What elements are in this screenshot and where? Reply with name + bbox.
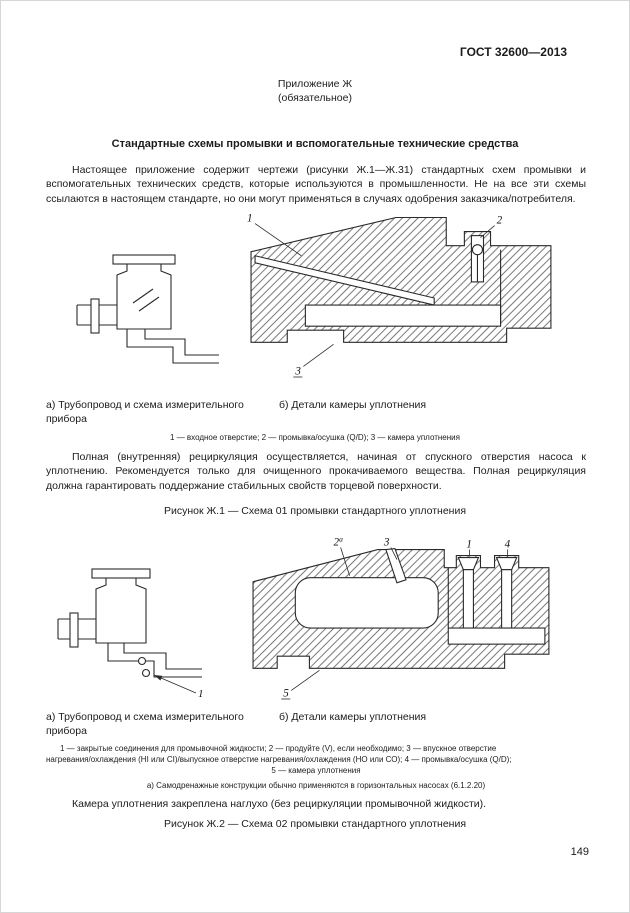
fig2-callout-4: 4 (504, 538, 511, 551)
page-number: 149 (570, 846, 589, 858)
fig1-label-b: б) Детали камеры уплотнения (279, 399, 427, 411)
fig2-note: Камера уплотнения закреплена наглухо (без рециркуляции промывочной жидкости). (72, 798, 487, 810)
fig2-pipe-callout-1: 1 (198, 688, 204, 700)
fig2-callout-1: 1 (466, 538, 472, 551)
fig2-callout-3: 3 (383, 536, 390, 549)
fig1-section-drawing (245, 207, 565, 387)
fig1-callout-1: 1 (247, 212, 253, 225)
fig2-footnote: а) Самодренажные конструкции обычно применяются в горизонтальных насосах (6.1.2.20) (146, 780, 486, 790)
annex-heading (1, 77, 629, 105)
page-title: Стандартные схемы промывки и вспомогательные технические средства (111, 138, 519, 150)
fig1-label-a: а) Трубопровод и схема измерительного прибора (46, 399, 244, 425)
annex-kind: (обязательное) (278, 92, 352, 105)
doc-number: ГОСТ 32600—2013 (459, 45, 567, 59)
fig1-piping-drawing (61, 247, 233, 397)
fig2-callout-5: 5 (283, 687, 289, 700)
intro-paragraph: Настоящее приложение содержит чертежи (рисунки Ж.1—Ж.31) стандартных схем промывки и вспомогательных технических средств, которые используются в промышленности. Не на все эти схемы ссылаются в настоящем стандарте, но они могут применяться в случаях одобрения заказчика/потребителя. (46, 164, 586, 205)
fig2-section-body (253, 549, 549, 669)
fig2-caption: Рисунок Ж.2 — Схема 02 промывки стандартного уплотнения (163, 818, 467, 830)
fig2-pipe-callout (154, 675, 204, 700)
fig2-legend-line2: нагревания/охлаждения (HI или CI)/выпускное отверстие нагревания/охлаждения (НО или СО); 4 — промывка/осушка (Q/D); (46, 755, 512, 765)
fig2-label-b: б) Детали камеры уплотнения (279, 711, 427, 723)
fig2-valve-outline (58, 569, 202, 677)
fig2-section-drawing (245, 533, 565, 711)
fig1-callout-3: 3 (295, 365, 301, 378)
fig1-note: Полная (внутренняя) рециркуляция осуществляется, начиная от спускного отверстия насоса к уплотнению. Рекомендуется только для очищенного прокачиваемого вещества. Полная рециркуляция должна гарантировать поддержание стабильных свойств торцевой поверхности. (46, 451, 586, 492)
fig1-legend: 1 — входное отверстие; 2 — промывка/осушка (Q/D); 3 — камера уплотнения (170, 433, 460, 442)
fig1-callout-2: 2 (496, 214, 503, 227)
fig2-legend-line3: 5 — камера уплотнения (271, 766, 361, 776)
fig1-section-body (251, 218, 551, 343)
fig2-label-a: а) Трубопровод и схема измерительного прибора (46, 711, 244, 737)
fig2-callout-2: $2^а$ (333, 534, 343, 549)
fig2-legend-line1: 1 — закрытые соединения для промывочной жидкости; 2 — продуйте (V), если необходимо; 3 — впускное отверстие (60, 744, 497, 753)
annex-label: Приложение Ж (277, 78, 353, 90)
fig2-legend (46, 743, 586, 791)
fig1-caption: Рисунок Ж.1 — Схема 01 промывки стандартного уплотнения (163, 505, 467, 517)
fig2-piping-drawing (49, 563, 241, 715)
fig1-valve-outline (77, 255, 219, 363)
